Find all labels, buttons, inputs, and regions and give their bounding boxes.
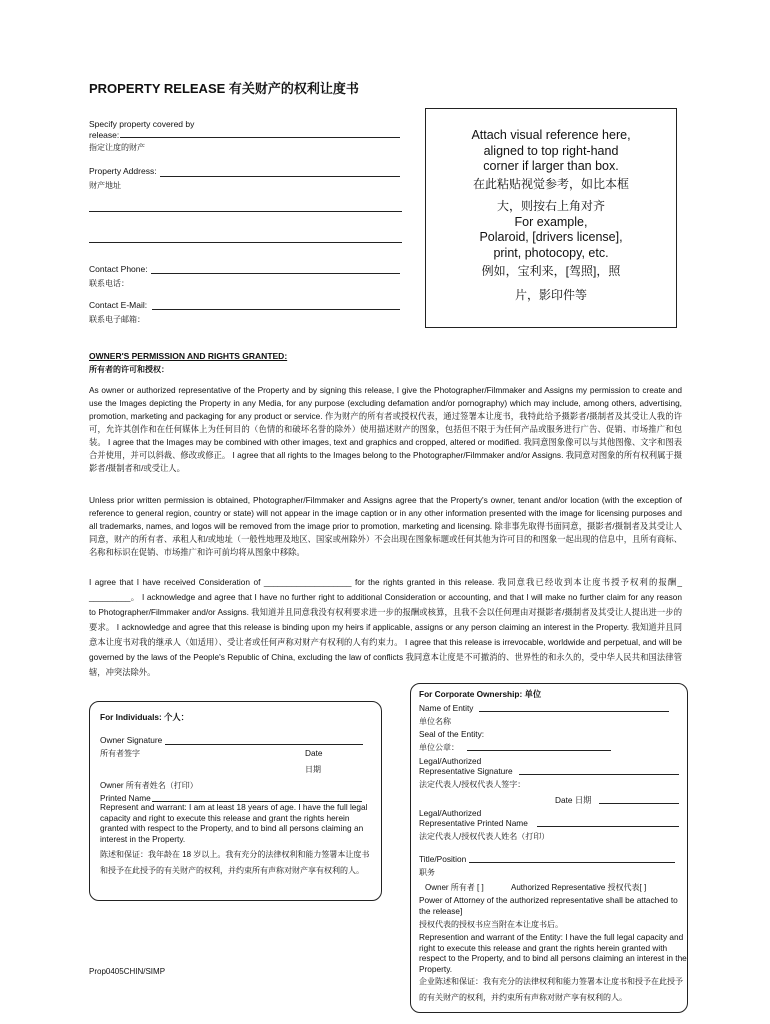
ref-line6: print, photocopy, etc.	[493, 245, 609, 260]
ref-zh1: 在此粘贴视觉参考，如比本框	[472, 176, 629, 191]
ref-zh4: 片，影印件等	[514, 288, 587, 302]
entity-warrant: Represention and warrant of the Entity: I have the full legal capacity and right to execute this release and grant the rights herein granted with respect to the Property, and to bind all persons claiming an interest in the Property.	[419, 932, 687, 974]
title-position-label: Title/Position	[419, 854, 467, 864]
property-address-zh: 财产地址	[89, 181, 121, 190]
poa-note: Power of Attorney of the authorized representative shall be attached to the release]	[419, 895, 678, 916]
individuals-box	[89, 701, 382, 901]
title-position-line[interactable]	[469, 862, 675, 863]
legal-sig-label-1: Legal/Authorized	[419, 756, 482, 766]
document-title: PROPERTY RELEASE 有关财产的权利让度书	[89, 81, 359, 96]
address-line-2[interactable]	[89, 211, 402, 212]
entity-name-line[interactable]	[479, 711, 669, 712]
entity-name-label: Name of Entity	[419, 703, 474, 713]
contact-phone-label: Contact Phone:	[89, 264, 148, 274]
ref-zh3: 例如，宝利来，[驾照]，照	[481, 264, 621, 278]
legal-name-zh: 法定代表人/授权代表人姓名（打印）	[419, 832, 550, 841]
corporate-box	[410, 683, 688, 1013]
legal-sig-zh: 法定代表人/授权代表人签字：	[419, 780, 526, 789]
form-code-footer: Prop0405CHIN/SIMP	[89, 967, 166, 976]
confidentiality-paragraph: Unless prior written permission is obtained, Photographer/Filmmaker and Assigns agree that the Property's owner, tenant and/or location (with the exception of reference to general region, country or state) will not appear in the image caption or in any other information presented with the image for licensing purposes and all trademarks, names, and logos will be removed from the image prior to promotion, marketing and licensing. 除非事先取得书面同意，摄影者/摄制者及其受让人同意，财产的所有者、承租人和/或地址（一般性地理及地区、国家或州除外）不会出现在图象标题或任何其他为许可目的和图象一起出现的信息中，且所有商标、名称和标识在促销、市场推广和许可前均将从图象中移除。	[89, 495, 682, 557]
consideration-paragraph: I agree that I have received Consideration of ___________________ for the rights granted in this release. 我同意我已经收到本让度书授予权利的报酬_ _________。 I acknowledge and agree that I have no further right to additional Consideration or accounting, and that I will make no further claim for any reason to Photographer/Filmmaker and/or Assigns. 我知道并且同意我没有权利要求进一步的报酬或核算，且我不会以任何理由对摄影者/摄制者及其受让人提出进一步的要求。 I acknowledge and agree that this release is binding upon my heirs if applicable, assigns or any person claiming an interest in the Property. 我知道并且同意本让度书对我的继承人（如适用）、受让者或任何声称对财产有权利的人有约束力。 I agree that this release is irrevocable, worldwide and perpetual, and will be governed by the laws of the People's Republic of China, excluding the law of conflicts 我同意本让度是不可撤消的、世界性的和永久的，受中华人民共和国法律管辖，冲突法除外。	[89, 577, 682, 677]
owner-signature-label: Owner Signature	[100, 735, 163, 745]
owner-signature-line[interactable]	[165, 744, 363, 745]
authorized-rep-checkbox[interactable]: Authorized Representative 授权代表[ ]	[511, 883, 647, 892]
ref-line4: For example,	[514, 214, 588, 229]
ref-line3: corner if larger than box.	[483, 159, 619, 173]
legal-name-label-1: Legal/Authorized	[419, 808, 482, 818]
contact-email-line[interactable]	[152, 309, 400, 310]
poa-note-zh: 授权代表的授权书应当附在本让度书后。	[419, 920, 563, 929]
specify-property-zh: 指定让度的财产	[89, 143, 145, 152]
permission-paragraph: As owner or authorized representative of the Property and by signing this release, I give the Photographer/Filmmaker and Assigns my permission to create and use the Images depicting the Property in any Media, for any purpose (excluding defamation and/or pornography) which may include, among others, advertising, promotion, marketing and packaging for any product or service. 作为财产的所有者或授权代表，通过签署本让度书，我特此给予摄影者/摄制者及其受让人我的许可，允许其创作和在任何媒体上为任何目的（色情的和破坏名誉的除外）使用描述财产的图象，包括但不限于为任何产品或服务进行广告、促销、市场推广和包装。 I agree that the Images may be combined with other images, text and graphics and cropped, altered or modified. 我同意图象像可以与其他图像、文字和图表合并使用，并可以斜裁、修改或修正。 I agree that all rights to the Images belong to the Photographer/Filmmaker and/or Assigns. 我同意对图象的所有权利属于摄影者/摄制者和/或受让人。	[89, 385, 682, 473]
legal-name-line[interactable]	[537, 826, 679, 827]
owner-checkbox[interactable]: Owner 所有者 [ ]	[425, 883, 484, 892]
corporate-date-line[interactable]	[599, 803, 679, 804]
owner-signature-zh: 所有者签字	[100, 749, 140, 758]
contact-email-zh: 联系电子邮箱：	[89, 315, 145, 324]
ref-line2: aligned to top right-hand	[483, 143, 619, 158]
individual-date-zh: 日期	[305, 765, 321, 774]
visual-reference-box[interactable]	[425, 108, 677, 328]
ref-line5: Polaroid, [drivers license],	[479, 230, 623, 244]
address-line-3[interactable]	[89, 242, 402, 243]
ref-line1: Attach visual reference here,	[471, 128, 631, 142]
entity-seal-zh: 单位公章：	[419, 743, 459, 752]
entity-name-zh: 单位名称	[419, 717, 451, 726]
rights-section-heading: OWNER'S PERMISSION AND RIGHTS GRANTED:	[89, 351, 288, 361]
entity-warrant-zh: 企业陈述和保证：我有充分的法律权利和能力签署本让度书和授予在此授予的有关财产的权利，并约束所有声称对财产享有权利的人。	[419, 977, 683, 1002]
individual-warrant-zh: 陈述和保证：我年龄在 18 岁以上。我有充分的法律权利和能力签署本让度书和授予在此授予的有关财产的权利，并约束所有声称对财产享有权利的人。	[100, 850, 370, 875]
property-address-label: Property Address:	[89, 166, 157, 176]
corporate-date-label: Date 日期	[555, 795, 592, 805]
individual-date-label: Date	[305, 748, 323, 758]
individual-warrant: Represent and warrant: I am at least 18 years of age. I have the full legal capacity and right to execute this release and grant the rights herein granted with respect to the Property, and to bind all persons claiming an interest in the Property.	[100, 802, 368, 844]
ref-zh2: 大，则按右上角对齐	[496, 198, 605, 213]
individuals-heading: For Individuals: 个人：	[100, 712, 189, 722]
contact-phone-zh: 联系电话：	[89, 279, 129, 288]
entity-seal-label: Seal of the Entity:	[419, 729, 485, 739]
corporate-heading: For Corporate Ownership: 单位	[419, 689, 542, 699]
legal-sig-label-2: Representative Signature	[419, 766, 513, 776]
legal-sig-line[interactable]	[519, 774, 679, 775]
title-position-zh: 职务	[419, 868, 435, 877]
specify-property-line[interactable]	[120, 137, 400, 138]
legal-name-label-2: Representative Printed Name	[419, 818, 528, 828]
rights-section-heading-zh: 所有者的许可和授权：	[89, 365, 169, 374]
owner-name-zh: Owner 所有者姓名（打印）	[100, 781, 198, 790]
contact-email-label: Contact E-Mail:	[89, 300, 148, 310]
property-address-line[interactable]	[160, 176, 400, 177]
contact-phone-line[interactable]	[151, 273, 400, 274]
entity-seal-line[interactable]	[467, 750, 611, 751]
printed-name-label: Printed Name	[100, 793, 151, 803]
specify-property-label: Specify property covered by release:	[89, 119, 195, 140]
